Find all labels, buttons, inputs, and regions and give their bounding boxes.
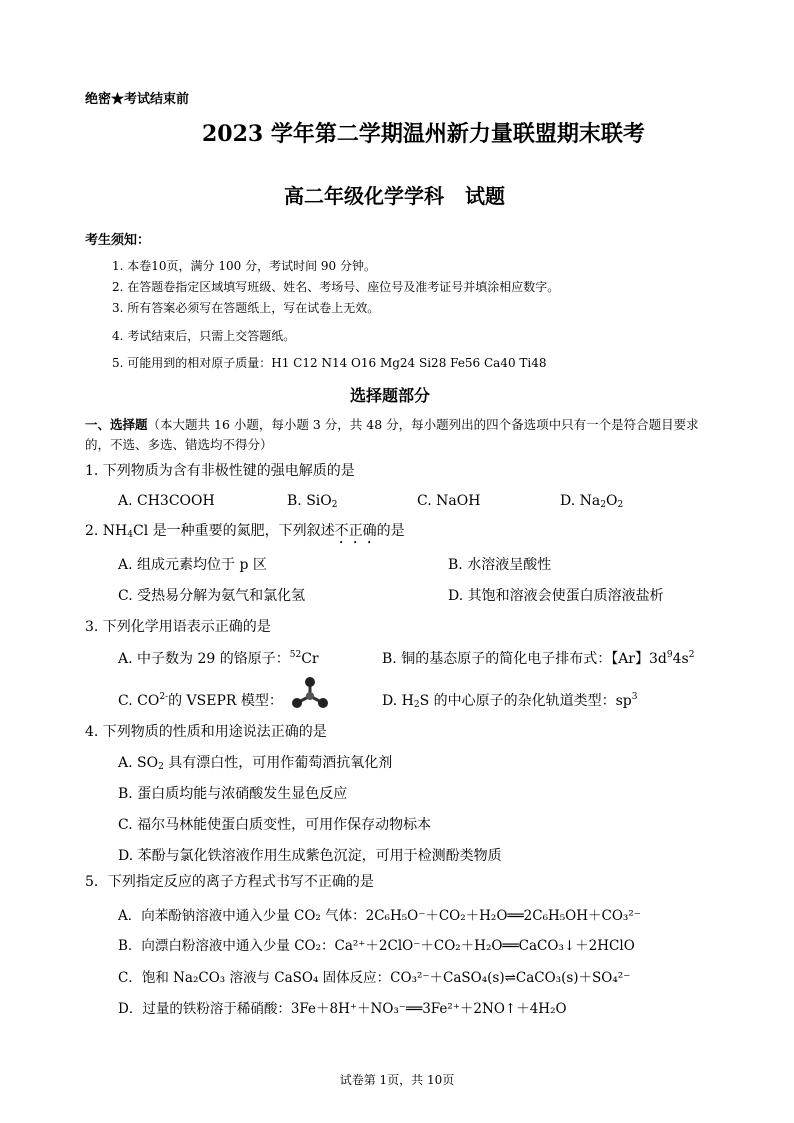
question-3-stem: 3. 下列化学用语表示正确的是 (85, 619, 271, 635)
vsepr-model-image (292, 676, 328, 710)
q5-option-c: C．饱和 Na₂CO₃ 溶液与 CaSO₄ 固体反应：CO₃²⁻＋CaSO₄(s)⇌CaCO₃(s)＋SO₄²⁻ (118, 970, 631, 986)
question-2-stem: 2. $NH_4Cl$ 是一种重要的氮肥，下列叙述不正确的是 (85, 523, 405, 540)
q5-option-d: D．过量的铁粉溶于稀硝酸：3Fe＋8H⁺＋NO₃⁻══3Fe²⁺＋2NO↑＋4H₂O (118, 1001, 567, 1017)
q2-option-c: C. 受热易分解为氨气和氯化氢 (118, 588, 306, 604)
q2-option-d: D. 其饱和溶液会使蛋白质溶液盐析 (448, 588, 664, 604)
q3-option-b: B. 铜的基态原子的简化电子排布式：【Ar】$3d^94s^2$ (382, 650, 695, 667)
q4-option-c: C. 福尔马林能使蛋白质变性，可用作保存动物标本 (118, 817, 432, 833)
notice-item: 5. 可能用到的相对原子质量：H1 C12 N14 O16 Mg24 Si28 Fe56 Ca40 Ti48 (112, 356, 547, 370)
q2-option-b: B. 水溶液呈酸性 (448, 557, 552, 573)
question-5-stem: 5．下列指定反应的离子方程式书写不正确的是 (85, 874, 374, 890)
notice-item: 3. 所有答案必须写在答题纸上，写在试卷上无效。 (112, 301, 380, 315)
q2-option-a: A. 组成元素均位于 p 区 (118, 557, 267, 573)
section-intro (85, 415, 715, 455)
q4-option-a: A. $SO_2$ 具有漂白性，可用作葡萄酒抗氧化剂 (118, 755, 393, 772)
q1-option-b: B. SiO$_2$ (287, 493, 338, 510)
q3-option-d: D. $H_2S$ 的中心原子的杂化轨道类型：$sp^3$ (382, 692, 638, 710)
q3-option-a: A. 中子数为 29 的铬原子：$^{52}$Cr (118, 650, 319, 667)
notice-item: 1. 本卷10页，满分 100 分，考试时间 90 分钟。 (112, 259, 376, 273)
page-footer: 试卷第 1页，共 10页 (339, 1073, 455, 1087)
question-1-stem: 1. 下列物质为含有非极性键的强电解质的是 (85, 463, 355, 479)
section-intro-bold: 一、选择题 (85, 417, 148, 432)
q1-option-d: D. $Na_2O_2$ (560, 493, 624, 510)
q1-option-c: C. NaOH (417, 493, 481, 509)
notice-heading: 考生须知： (85, 233, 151, 248)
confidential-mark: 绝密★考试结束前 (85, 92, 190, 107)
q5-option-a: A．向苯酚钠溶液中通入少量 CO₂ 气体：2C₆H₅O⁻＋CO₂＋H₂O══2C₆H₅OH＋CO₃²⁻ (118, 908, 641, 924)
q5-option-b: B．向漂白粉溶液中通入少量 CO₂：Ca²⁺＋2ClO⁻＋CO₂＋H₂O══CaCO₃↓＋2HClO (118, 938, 635, 954)
exam-subtitle: 高二年级化学学科 试题 (284, 184, 505, 208)
notice-item: 4. 考试结束后，只需上交答题纸。 (112, 329, 296, 343)
exam-title: 2023 学年第二学期温州新力量联盟期末联考 (202, 121, 645, 147)
q3-option-c: C. $CO^{2-}$的 VSEPR 模型： (118, 692, 283, 709)
q1-option-a: A. CH3COOH (118, 493, 215, 509)
notice-item: 2. 在答题卷指定区域填写班级、姓名、考场号、座位号及准考证号并填涂相应数字。 (112, 280, 560, 294)
section-intro-text: （本大题共 16 小题，每小题 3 分，共 48 分，每小题列出的四个备选项中只有一个是符合题目要求的，不选、多选、错选均不得分） (85, 417, 699, 452)
emphasis-text: 不正确 (334, 523, 377, 539)
section-heading: 选择题部分 (350, 386, 431, 405)
q4-option-d: D. 苯酚与氯化铁溶液作用生成紫色沉淀，可用于检测酚类物质 (118, 848, 502, 864)
question-4-stem: 4. 下列物质的性质和用途说法正确的是 (85, 724, 327, 740)
q4-option-b: B. 蛋白质均能与浓硝酸发生显色反应 (118, 786, 348, 802)
